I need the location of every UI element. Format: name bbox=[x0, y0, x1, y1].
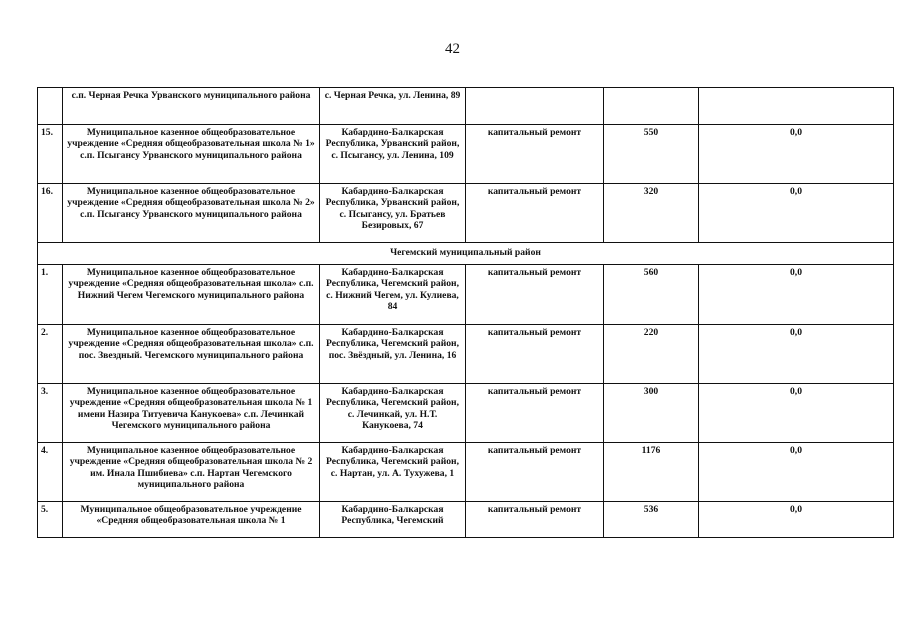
institution-address: Кабардино-Балкарская Республика, Чегемский bbox=[320, 502, 466, 538]
secondary-value: 0,0 bbox=[699, 384, 894, 443]
work-type: капитальный ремонт bbox=[466, 443, 604, 502]
amount-value: 220 bbox=[604, 325, 699, 384]
secondary-value bbox=[699, 88, 894, 125]
amount-value: 560 bbox=[604, 265, 699, 325]
institution-address: Кабардино-Балкарская Республика, Чегемский район, с. Нартан, ул. А. Тухужева, 1 bbox=[320, 443, 466, 502]
amount-value: 300 bbox=[604, 384, 699, 443]
table-row bbox=[38, 88, 894, 125]
section-header-row bbox=[38, 243, 894, 265]
institution-name: Муниципальное общеобразовательное учреждение «Средняя общеобразовательная школа № 1 bbox=[63, 502, 320, 538]
work-type: капитальный ремонт bbox=[466, 184, 604, 243]
secondary-value: 0,0 bbox=[699, 443, 894, 502]
institution-address: Кабардино-Балкарская Республика, Чегемский район, с. Лечинкай, ул. Н.Т. Канукоева, 74 bbox=[320, 384, 466, 443]
institution-name: Муниципальное казенное общеобразовательное учреждение «Средняя общеобразовательная школа № 2 им. Иналa Пшибиева» с.п. Нартан Чегемского муниципального района bbox=[63, 443, 320, 502]
work-type: капитальный ремонт bbox=[466, 265, 604, 325]
row-number: 4. bbox=[38, 443, 63, 502]
institution-name: Муниципальное казенное общеобразовательное учреждение «Средняя общеобразовательная школа» с.п. пос. Звездный. Чегемского муниципального района bbox=[63, 325, 320, 384]
institution-address: Кабардино-Балкарская Республика, Чегемский район, пос. Звёздный, ул. Ленина, 16 bbox=[320, 325, 466, 384]
section-title: Чегемский муниципальный район bbox=[38, 243, 894, 265]
institution-name: Муниципальное казенное общеобразовательное учреждение «Средняя общеобразовательная школа № 1» с.п. Псыгансу Урванского муниципального района bbox=[63, 125, 320, 184]
row-number bbox=[38, 88, 63, 125]
institution-name: Муниципальное казенное общеобразовательное учреждение «Средняя общеобразовательная школа» с.п. Нижний Чегем Чегемского муниципального района bbox=[63, 265, 320, 325]
row-number: 2. bbox=[38, 325, 63, 384]
institution-name: Муниципальное казенное общеобразовательное учреждение «Средняя общеобразовательная школа № 2» с.п. Псыгансу Урванского муниципального района bbox=[63, 184, 320, 243]
table-row bbox=[38, 502, 894, 538]
work-type: капитальный ремонт bbox=[466, 384, 604, 443]
page-number: 42 bbox=[445, 41, 460, 57]
amount-value: 536 bbox=[604, 502, 699, 538]
schools-table bbox=[37, 87, 894, 538]
secondary-value: 0,0 bbox=[699, 125, 894, 184]
institution-address: Кабардино-Балкарская Республика, Урванский район, с. Псыгансу, ул. Братьев Безировых, 67 bbox=[320, 184, 466, 243]
secondary-value: 0,0 bbox=[699, 502, 894, 538]
work-type: капитальный ремонт bbox=[466, 325, 604, 384]
table-body bbox=[38, 88, 894, 538]
institution-name: с.п. Черная Речка Урванского муниципального района bbox=[63, 88, 320, 125]
table-row bbox=[38, 184, 894, 243]
institution-address: Кабардино-Балкарская Республика, Урванский район, с. Псыгансу, ул. Ленина, 109 bbox=[320, 125, 466, 184]
row-number: 16. bbox=[38, 184, 63, 243]
work-type: капитальный ремонт bbox=[466, 502, 604, 538]
row-number: 15. bbox=[38, 125, 63, 184]
table-row bbox=[38, 443, 894, 502]
amount-value: 320 bbox=[604, 184, 699, 243]
secondary-value: 0,0 bbox=[699, 325, 894, 384]
amount-value: 550 bbox=[604, 125, 699, 184]
row-number: 3. bbox=[38, 384, 63, 443]
table-row bbox=[38, 125, 894, 184]
work-type: капитальный ремонт bbox=[466, 125, 604, 184]
row-number: 1. bbox=[38, 265, 63, 325]
table-row bbox=[38, 384, 894, 443]
institution-address: с. Черная Речка, ул. Ленина, 89 bbox=[320, 88, 466, 125]
institution-address: Кабардино-Балкарская Республика, Чегемский район, с. Нижний Чегем, ул. Кулиева, 84 bbox=[320, 265, 466, 325]
secondary-value: 0,0 bbox=[699, 184, 894, 243]
amount-value: 1176 bbox=[604, 443, 699, 502]
row-number: 5. bbox=[38, 502, 63, 538]
table-row bbox=[38, 325, 894, 384]
work-type bbox=[466, 88, 604, 125]
institution-name: Муниципальное казенное общеобразовательное учреждение «Средняя общеобразовательная школа № 1 имени Назира Титуевича Канукоева» с.п. Лечинкай Чегемского муниципального района bbox=[63, 384, 320, 443]
secondary-value: 0,0 bbox=[699, 265, 894, 325]
table-row bbox=[38, 265, 894, 325]
amount-value bbox=[604, 88, 699, 125]
